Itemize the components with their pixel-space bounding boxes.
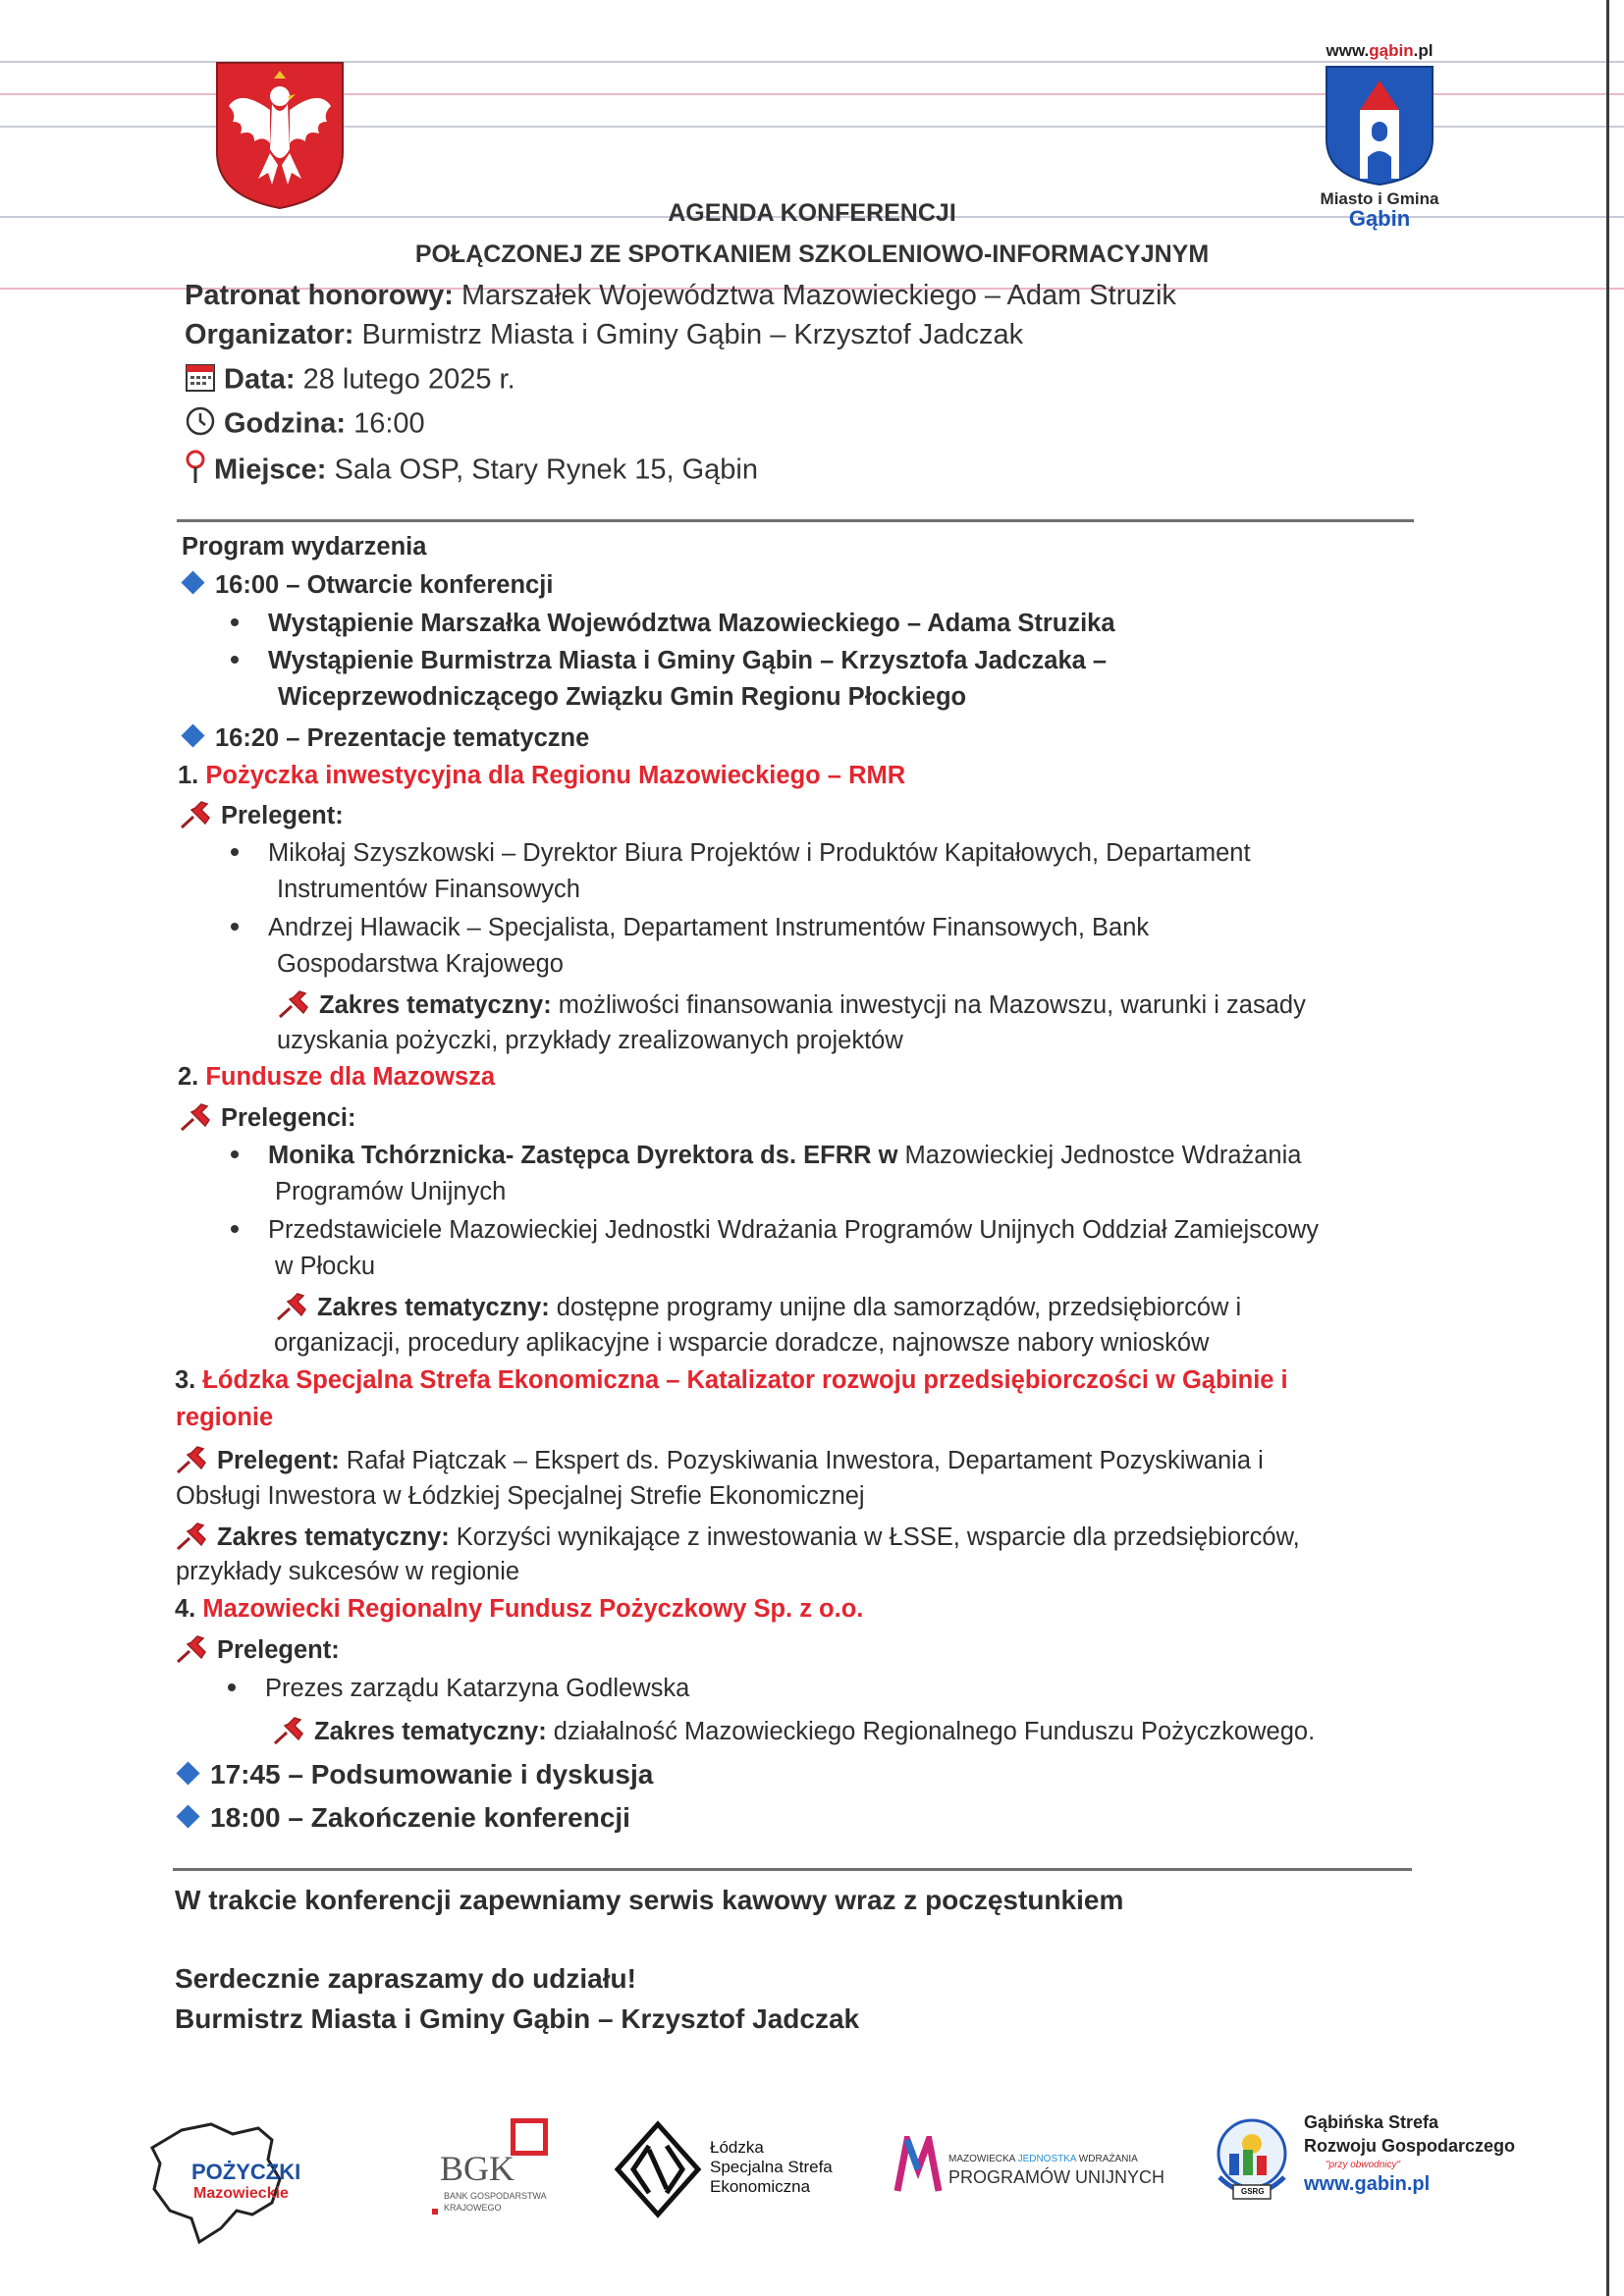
list-item: Wystąpienie Marszałka Województwa Mazowieckiego – Adama Struzika: [231, 610, 1115, 638]
place-value: Sala OSP, Stary Rynek 15, Gąbin: [326, 454, 758, 486]
section-4-speaker-label: Prelegent:: [176, 1634, 340, 1671]
agenda-item-closing: 18:00 – Zakończenie konferencji: [180, 1802, 630, 1834]
section-3-speaker: Prelegent: Rafał Piątczak – Ekspert ds. Pozyskiwania Inwestora, Departament Pozyskiwania i: [176, 1445, 1264, 1481]
date-value: 28 lutego 2025 r.: [295, 363, 515, 396]
program-title: Program wydarzenia: [182, 533, 427, 561]
divider: [177, 519, 1414, 522]
bullet-icon: [231, 1150, 239, 1158]
organizer-label: Organizator:: [185, 319, 354, 350]
section-1-scope: Zakres tematyczny: możliwości finansowania inwestycji na Mazowszu, warunki i zasady: [278, 989, 1306, 1026]
bullet-icon: [231, 618, 239, 626]
divider: [173, 1868, 1412, 1871]
bullet-icon: [231, 656, 239, 664]
pushpin-icon: [176, 1445, 211, 1481]
bgk-dot-icon: [432, 2209, 438, 2215]
place-label: Miejsce:: [214, 454, 327, 486]
section-3-title: 3. Łódzka Specjalna Strefa Ekonomiczna – Katalizator rozwoju przedsiębiorczości w Gąbinie i: [175, 1366, 1288, 1394]
section-4-title: 4. Mazowiecki Regionalny Fundusz Pożyczkowy Sp. z o.o.: [175, 1595, 864, 1623]
lsse-logo: [614, 2120, 869, 2228]
signature-text: Burmistrz Miasta i Gminy Gąbin – Krzysztof Jadczak: [175, 2003, 860, 2034]
diamond-bullet-icon: [181, 570, 204, 594]
agenda-item-presentations: 16:20 – Prezentacje tematyczne: [185, 724, 589, 753]
section-3-scope: Zakres tematyczny: Korzyści wynikające z inwestowania w ŁSSE, wsparcie dla przedsiębiorców,: [176, 1522, 1300, 1558]
gsrg-emblem-icon: [1208, 2114, 1296, 2213]
time-line: [185, 405, 425, 445]
bgk-square-icon: [511, 2118, 548, 2156]
patron-label: Patronat honorowy:: [185, 280, 454, 311]
pushpin-icon: [176, 1634, 211, 1671]
gsrg-name-2: Rozwoju Gospodarczego: [1304, 2136, 1516, 2156]
section-2-scope: Zakres tematyczny: dostępne programy unijne dla samorządów, przedsiębiorców i: [276, 1292, 1241, 1328]
agenda-item-summary: 17:45 – Podsumowanie i dyskusja: [180, 1759, 653, 1790]
organizer-line: [185, 319, 1023, 351]
list-item: Andrzej Hlawacik – Specjalista, Departament Instrumentów Finansowych, Bank: [231, 914, 1149, 942]
diamond-bullet-icon: [181, 723, 204, 747]
bullet-icon: [228, 1683, 236, 1691]
pushpin-icon: [278, 989, 313, 1026]
mazovia-crest-logo: [211, 59, 349, 211]
section-2-speaker-label: Prelegenci:: [180, 1102, 355, 1139]
pozyczki-mazowieckie-logo: [142, 2120, 319, 2248]
section-2-scope-continuation: organizacji, procedury aplikacyjne i wsparcie doradcze, najnowsze nabory wniosków: [274, 1329, 1210, 1357]
calendar-icon: [185, 361, 216, 400]
coffee-note: W trakcie konferencji zapewniamy serwis kawowy wraz z poczęstunkiem: [175, 1885, 1124, 1915]
pozyczki-subtitle: Mazowieckie: [193, 2185, 289, 2202]
list-item-continuation: Instrumentów Finansowych: [277, 876, 580, 903]
section-2-title: 2. Fundusze dla Mazowsza: [178, 1063, 496, 1091]
clock-icon: [185, 405, 216, 445]
date-label: Data:: [224, 363, 296, 396]
section-3-title-continuation: regionie: [176, 1404, 274, 1431]
time-value: 16:00: [346, 407, 425, 440]
list-item: Prezes zarządu Katarzyna Godlewska: [228, 1675, 689, 1703]
lsse-name-3: Ekonomiczna: [710, 2177, 811, 2196]
agenda-item-opening: 16:00 – Otwarcie konferencji: [185, 571, 553, 600]
list-item: Monika Tchórznicka- Zastępca Dyrektora ds. EFRR w Mazowieckiej Jednostce Wdrażania: [231, 1142, 1301, 1170]
bgk-title: BGK: [440, 2149, 515, 2188]
pushpin-icon: [180, 1102, 215, 1139]
gsrg-badge: GSRG: [1241, 2187, 1265, 2196]
list-item: Mikołaj Szyszkowski – Dyrektor Biura Projektów i Produktów Kapitałowych, Departament: [231, 839, 1251, 868]
section-1-speaker-label: Prelegent:: [180, 800, 344, 836]
bullet-icon: [231, 923, 239, 931]
lsse-name-2: Specjalna Strefa: [710, 2158, 833, 2176]
agenda-subtitle: POŁĄCZONEJ ZE SPOTKANIEM SZKOLENIOWO-INFORMACYJNYM: [414, 240, 1210, 268]
diamond-bullet-icon: [176, 1804, 199, 1828]
list-item: Przedstawiciele Mazowieckiej Jednostki Wdrażania Programów Unijnych Oddział Zamiejscowy: [231, 1216, 1319, 1245]
patron-line: [185, 280, 1176, 312]
mjwpu-logo: [893, 2130, 1188, 2218]
bullet-icon: [231, 848, 239, 856]
section-3-scope-continuation: przykłady sukcesów w regionie: [176, 1558, 520, 1585]
gsrg-name-3: "przy obwodnicy": [1326, 2160, 1401, 2170]
pozyczki-title: POŻYCZKI: [191, 2160, 301, 2184]
patron-value: Marszałek Województwa Mazowieckiego – Adam Struzik: [453, 280, 1176, 311]
date-line: [185, 361, 515, 400]
list-item: Wystąpienie Burmistrza Miasta i Gminy Gąbin – Krzysztofa Jadczaka –: [231, 647, 1107, 675]
organizer-value: Burmistrz Miasta i Gminy Gąbin – Krzysztof Jadczak: [353, 319, 1024, 350]
mjwpu-big: PROGRAMÓW UNIJNYCH: [948, 2167, 1164, 2187]
section-3-speaker-continuation: Obsługi Inwestora w Łódzkiej Specjalnej Strefie Ekonomicznej: [176, 1482, 865, 1510]
agenda-title: AGENDA KONFERENCJI: [668, 199, 956, 227]
invitation-text: Serdecznie zapraszamy do udziału!: [175, 1963, 636, 1994]
lsse-name-1: Łódzka: [710, 2138, 764, 2157]
bgk-logo: [432, 2110, 589, 2218]
bgk-subtitle-1: BANK GOSPODARSTWA: [444, 2191, 547, 2201]
lsse-diamond-icon: [614, 2120, 702, 2218]
town-label: Miasto i Gmina: [1320, 189, 1439, 208]
page-edge: [1606, 0, 1609, 2296]
list-item-continuation: Gospodarstwa Krajowego: [277, 950, 564, 978]
location-pin-icon: [185, 450, 206, 493]
list-item-continuation: Wiceprzewodniczącego Związku Gmin Regionu Płockiego: [278, 683, 967, 711]
town-name: Gąbin: [1348, 206, 1411, 231]
pushpin-icon: [176, 1522, 211, 1558]
pushpin-icon: [276, 1292, 311, 1328]
section-1-scope-continuation: uzyskania pożyczki, przykłady zrealizowanych projektów: [277, 1027, 903, 1054]
bgk-subtitle-2: KRAJOWEGO: [444, 2203, 502, 2213]
list-item-continuation: w Płocku: [275, 1253, 376, 1280]
diamond-bullet-icon: [176, 1761, 199, 1785]
section-1-title: 1. Pożyczka inwestycyjna dla Regionu Mazowieckiego – RMR: [178, 762, 906, 789]
gsrg-logo: [1208, 2105, 1542, 2222]
section-4-scope: Zakres tematyczny: działalność Mazowieckiego Regionalnego Funduszu Pożyczkowego.: [273, 1716, 1315, 1752]
mjwpu-small: MAZOWIECKA JEDNOSTKA WDRAŻANIA: [948, 2154, 1138, 2164]
gsrg-name-1: Gąbińska Strefa: [1304, 2112, 1439, 2132]
bullet-icon: [231, 1225, 239, 1233]
place-line: [185, 450, 758, 493]
pushpin-icon: [180, 800, 215, 836]
list-item-continuation: Programów Unijnych: [275, 1178, 507, 1205]
gabin-tower-icon: [1321, 61, 1438, 188]
time-label: Godzina:: [224, 407, 347, 440]
pushpin-icon: [273, 1716, 308, 1752]
partner-logos: [137, 2101, 1551, 2248]
mjwpu-m-icon: [893, 2136, 943, 2195]
website-url[interactable]: www.gąbin.pl: [1326, 41, 1434, 60]
gsrg-url[interactable]: www.gabin.pl: [1304, 2173, 1431, 2195]
